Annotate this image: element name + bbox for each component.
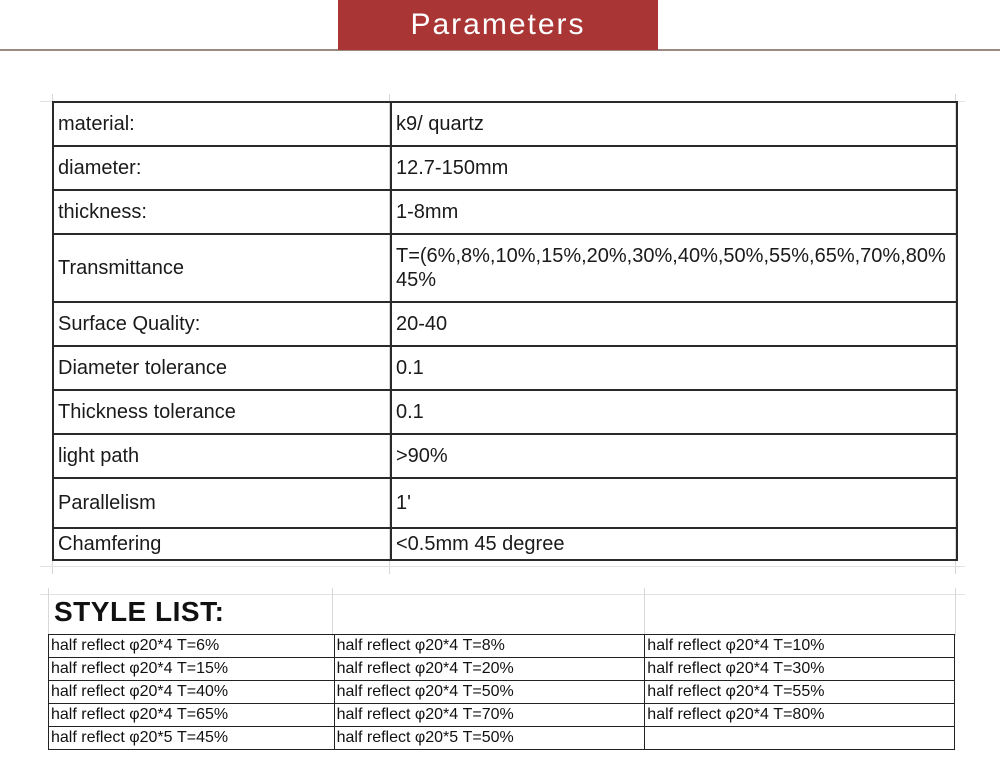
style-list-header [48,594,954,634]
page-title: Parameters [338,0,658,50]
style-cell: half reflect φ20*4 T=15% [49,658,335,681]
param-value: 1-8mm [391,190,957,234]
style-cell: half reflect φ20*4 T=8% [334,635,645,658]
param-row [53,390,957,434]
param-row [53,528,957,560]
param-row [53,434,957,478]
style-cell: half reflect φ20*4 T=10% [645,635,955,658]
style-cell: half reflect φ20*5 T=50% [334,727,645,750]
param-key: Chamfering [53,528,391,560]
param-value: 0.1 [391,346,957,390]
style-cell: half reflect φ20*4 T=55% [645,681,955,704]
style-cell [645,727,955,750]
param-key: Surface Quality: [53,302,391,346]
style-cell: half reflect φ20*4 T=65% [49,704,335,727]
style-row [49,658,955,681]
param-key: Parallelism [53,478,391,528]
param-key: diameter: [53,146,391,190]
param-value: k9/ quartz [391,102,957,146]
style-cell: half reflect φ20*4 T=20% [334,658,645,681]
param-row [53,102,957,146]
param-value: T=(6%,8%,10%,15%,20%,30%,40%,50%,55%,65%,70%,80% 45% [391,234,957,302]
style-cell: half reflect φ20*4 T=30% [645,658,955,681]
style-cell: half reflect φ20*4 T=70% [334,704,645,727]
sheet-gridline [955,588,956,636]
param-value: >90% [391,434,957,478]
parameters-table [52,101,958,561]
style-cell: half reflect φ20*4 T=40% [49,681,335,704]
param-row [53,234,957,302]
style-cell: half reflect φ20*4 T=50% [334,681,645,704]
param-value: 12.7-150mm [391,146,957,190]
param-key: Thickness tolerance [53,390,391,434]
style-row [49,635,955,658]
param-value: 1' [391,478,957,528]
param-key: Transmittance [53,234,391,302]
style-list-title: STYLE LIST: [54,596,225,627]
param-key: light path [53,434,391,478]
style-cell: half reflect φ20*4 T=80% [645,704,955,727]
param-key: material: [53,102,391,146]
param-row [53,346,957,390]
style-cell: half reflect φ20*5 T=45% [49,727,335,750]
param-row [53,478,957,528]
param-value: 0.1 [391,390,957,434]
sheet-gridline [40,566,965,567]
style-row [49,727,955,750]
param-value: <0.5mm 45 degree [391,528,957,560]
style-cell: half reflect φ20*4 T=6% [49,635,335,658]
param-row [53,302,957,346]
style-row [49,704,955,727]
param-key: Diameter tolerance [53,346,391,390]
param-key: thickness: [53,190,391,234]
style-row [49,681,955,704]
param-row [53,190,957,234]
param-row [53,146,957,190]
style-list-table [48,634,955,750]
param-value: 20-40 [391,302,957,346]
